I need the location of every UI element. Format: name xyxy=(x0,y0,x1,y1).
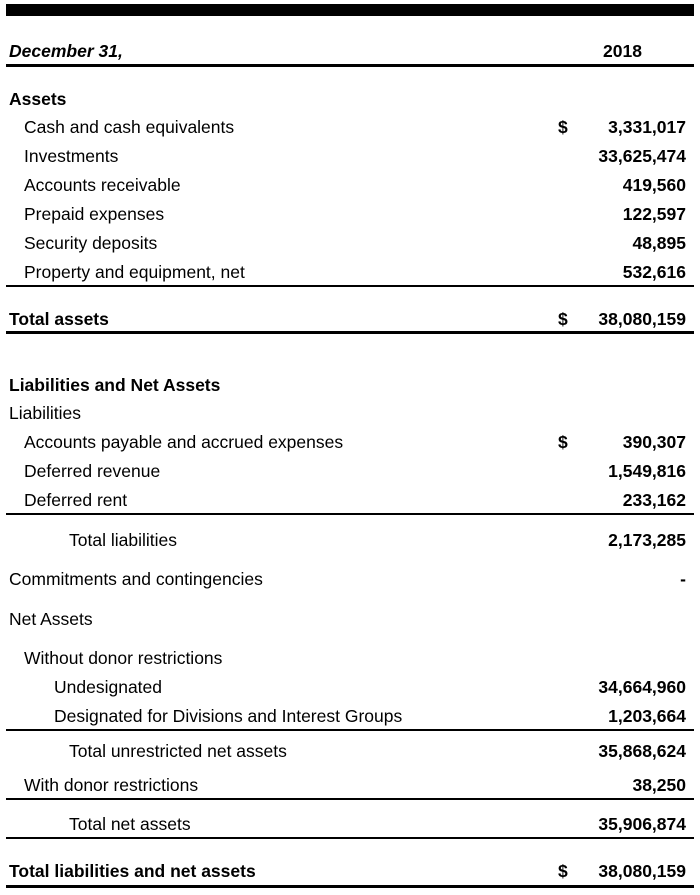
row-amount: 38,250 xyxy=(632,775,686,795)
table-row xyxy=(0,772,700,798)
section-liabilities-net-assets xyxy=(0,372,700,398)
row-label: Deferred rent xyxy=(24,490,128,510)
subsection-liabilities xyxy=(0,400,700,426)
row-amount: 38,080,159 xyxy=(598,309,686,329)
currency-symbol: $ xyxy=(558,432,568,452)
grand-total-rule xyxy=(6,885,694,888)
row-label: Total liabilities xyxy=(69,530,177,550)
subtotal-rule xyxy=(6,798,694,800)
subtotal-rule xyxy=(6,285,694,287)
subtotal-rule xyxy=(6,837,694,839)
row-amount: 1,203,664 xyxy=(608,706,686,726)
row-amount: 390,307 xyxy=(622,432,686,452)
header-rule xyxy=(6,64,694,67)
row-label: Accounts payable and accrued expenses xyxy=(24,432,344,452)
row-amount: 532,616 xyxy=(622,262,686,282)
row-amount: 35,906,874 xyxy=(598,814,686,834)
row-label: Total net assets xyxy=(69,814,191,834)
row-label: Liabilities and Net Assets xyxy=(9,375,221,395)
row-label: Total liabilities and net assets xyxy=(9,861,256,881)
row-label: Net Assets xyxy=(9,609,93,629)
table-row xyxy=(0,143,700,169)
row-amount: 233,162 xyxy=(622,490,686,510)
table-row xyxy=(0,487,700,513)
row-label: With donor restrictions xyxy=(24,775,199,795)
row-label: Designated for Divisions and Interest Groups xyxy=(54,706,403,726)
subtotal-rule xyxy=(6,729,694,731)
section-assets xyxy=(0,86,700,112)
row-label: Liabilities xyxy=(9,403,81,423)
row-label: Undesignated xyxy=(54,677,162,697)
row-amount: 35,868,624 xyxy=(598,741,686,761)
total-net-assets-row xyxy=(0,811,700,837)
row-amount: 122,597 xyxy=(622,204,686,224)
table-row xyxy=(0,114,700,140)
date-header: December 31, xyxy=(9,41,123,61)
table-row xyxy=(0,172,700,198)
row-amount: 2,173,285 xyxy=(608,530,686,550)
row-label: Deferred revenue xyxy=(24,461,161,481)
subtotal-rule xyxy=(6,513,694,515)
row-label: Assets xyxy=(9,89,67,109)
table-header xyxy=(0,38,700,64)
subsection-net-assets xyxy=(0,606,700,632)
table-row xyxy=(0,703,700,729)
table-row xyxy=(0,674,700,700)
currency-symbol: $ xyxy=(558,117,568,137)
currency-symbol: $ xyxy=(558,309,568,329)
row-amount: 419,560 xyxy=(622,175,686,195)
total-assets-row xyxy=(0,306,700,332)
year-header: 2018 xyxy=(603,41,642,61)
row-label: Property and equipment, net xyxy=(24,262,245,282)
row-label: Total unrestricted net assets xyxy=(69,741,287,761)
total-liabilities-row xyxy=(0,527,700,553)
currency-symbol: $ xyxy=(558,861,568,881)
table-row xyxy=(0,201,700,227)
table-row xyxy=(0,259,700,285)
row-label: Investments xyxy=(24,146,119,166)
row-label: Total assets xyxy=(9,309,109,329)
total-rule xyxy=(6,331,694,334)
table-row xyxy=(0,429,700,455)
row-label: Prepaid expenses xyxy=(24,204,165,224)
row-amount: 33,625,474 xyxy=(598,146,686,166)
row-label: Without donor restrictions xyxy=(24,648,223,668)
table-row xyxy=(0,230,700,256)
grand-total-row xyxy=(0,858,700,884)
total-unrestricted-row xyxy=(0,738,700,764)
row-amount: 38,080,159 xyxy=(598,861,686,881)
table-row xyxy=(0,458,700,484)
row-label: Security deposits xyxy=(24,233,158,253)
subsection-without-donor-restrictions xyxy=(0,645,700,671)
row-label: Commitments and contingencies xyxy=(9,569,263,589)
row-amount: - xyxy=(680,569,686,589)
top-border-bar xyxy=(6,4,694,16)
row-amount: 3,331,017 xyxy=(608,117,686,137)
row-amount: 34,664,960 xyxy=(598,677,686,697)
row-label: Cash and cash equivalents xyxy=(24,117,235,137)
row-amount: 48,895 xyxy=(632,233,686,253)
table-row xyxy=(0,566,700,592)
row-amount: 1,549,816 xyxy=(608,461,686,481)
row-label: Accounts receivable xyxy=(24,175,181,195)
